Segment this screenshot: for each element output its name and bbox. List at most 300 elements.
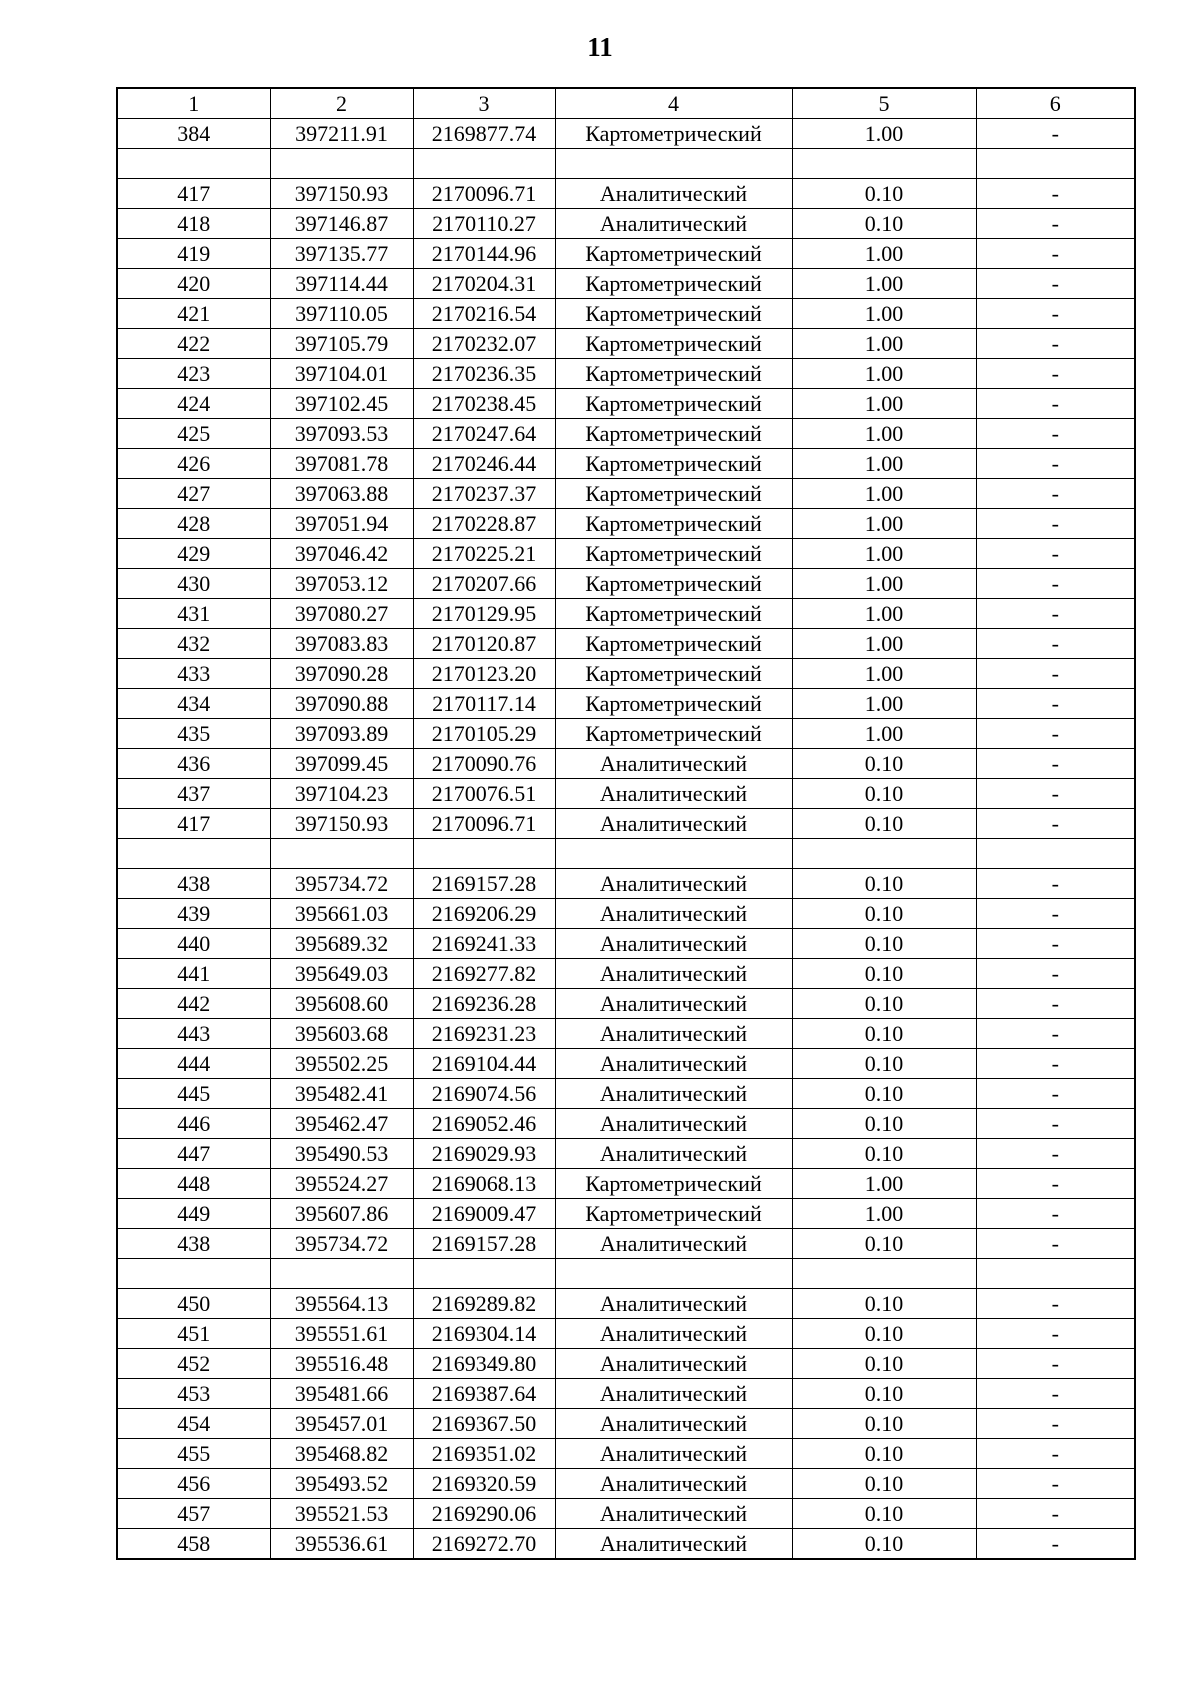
cell-method bbox=[555, 1259, 792, 1289]
cell-method: Картометрический bbox=[555, 689, 792, 719]
cell-coord-x: 395689.32 bbox=[270, 929, 413, 959]
cell-description: - bbox=[976, 1469, 1135, 1499]
cell-coord-x: 397150.93 bbox=[270, 179, 413, 209]
cell-coord-y: 2170117.14 bbox=[413, 689, 555, 719]
cell-description: - bbox=[976, 779, 1135, 809]
cell-description: - bbox=[976, 329, 1135, 359]
cell-method: Картометрический bbox=[555, 419, 792, 449]
cell-method: Аналитический bbox=[555, 1229, 792, 1259]
cell-coord-x: 397053.12 bbox=[270, 569, 413, 599]
cell-point-number: 417 bbox=[117, 179, 270, 209]
cell-description bbox=[976, 839, 1135, 869]
cell-method: Картометрический bbox=[555, 359, 792, 389]
cell-description: - bbox=[976, 1529, 1135, 1560]
cell-description: - bbox=[976, 659, 1135, 689]
cell-description: - bbox=[976, 1499, 1135, 1529]
table-row bbox=[117, 1319, 1135, 1349]
cell-accuracy: 1.00 bbox=[792, 419, 976, 449]
table-row bbox=[117, 539, 1135, 569]
table-row bbox=[117, 209, 1135, 239]
cell-coord-y: 2169290.06 bbox=[413, 1499, 555, 1529]
cell-accuracy: 0.10 bbox=[792, 779, 976, 809]
cell-coord-x: 395649.03 bbox=[270, 959, 413, 989]
cell-point-number: 438 bbox=[117, 1229, 270, 1259]
cell-accuracy: 0.10 bbox=[792, 1019, 976, 1049]
cell-coord-x: 395490.53 bbox=[270, 1139, 413, 1169]
cell-coord-y: 2169387.64 bbox=[413, 1379, 555, 1409]
cell-accuracy: 1.00 bbox=[792, 119, 976, 149]
cell-coord-x: 397211.91 bbox=[270, 119, 413, 149]
cell-accuracy: 0.10 bbox=[792, 1289, 976, 1319]
cell-accuracy: 0.10 bbox=[792, 1439, 976, 1469]
cell-description: - bbox=[976, 539, 1135, 569]
table-row bbox=[117, 1439, 1135, 1469]
cell-coord-x: 397105.79 bbox=[270, 329, 413, 359]
cell-coord-x: 397081.78 bbox=[270, 449, 413, 479]
cell-coord-x: 395462.47 bbox=[270, 1109, 413, 1139]
cell-description: - bbox=[976, 1409, 1135, 1439]
cell-coord-y: 2170207.66 bbox=[413, 569, 555, 599]
cell-point-number: 442 bbox=[117, 989, 270, 1019]
cell-coord-y: 2170129.95 bbox=[413, 599, 555, 629]
cell-description: - bbox=[976, 419, 1135, 449]
cell-coord-x: 397093.53 bbox=[270, 419, 413, 449]
cell-point-number: 428 bbox=[117, 509, 270, 539]
cell-accuracy: 1.00 bbox=[792, 599, 976, 629]
table-body bbox=[117, 88, 1135, 1559]
cell-method: Аналитический bbox=[555, 1079, 792, 1109]
cell-coord-x: 395457.01 bbox=[270, 1409, 413, 1439]
cell-method bbox=[555, 839, 792, 869]
cell-coord-y: 2169157.28 bbox=[413, 869, 555, 899]
cell-point-number: 432 bbox=[117, 629, 270, 659]
cell-coord-y: 2169351.02 bbox=[413, 1439, 555, 1469]
cell-description: - bbox=[976, 239, 1135, 269]
cell-coord-x: 397090.28 bbox=[270, 659, 413, 689]
column-header-4: 4 bbox=[555, 88, 792, 119]
table-row bbox=[117, 329, 1135, 359]
cell-accuracy: 0.10 bbox=[792, 209, 976, 239]
table-row bbox=[117, 449, 1135, 479]
cell-point-number bbox=[117, 1259, 270, 1289]
cell-coord-x: 395481.66 bbox=[270, 1379, 413, 1409]
column-header-3: 3 bbox=[413, 88, 555, 119]
cell-method: Аналитический bbox=[555, 1319, 792, 1349]
table-row bbox=[117, 1019, 1135, 1049]
cell-point-number: 420 bbox=[117, 269, 270, 299]
cell-coord-y: 2169304.14 bbox=[413, 1319, 555, 1349]
table-row bbox=[117, 269, 1135, 299]
cell-method: Аналитический bbox=[555, 1469, 792, 1499]
table-row bbox=[117, 929, 1135, 959]
cell-point-number: 418 bbox=[117, 209, 270, 239]
cell-coord-x: 397063.88 bbox=[270, 479, 413, 509]
cell-description: - bbox=[976, 1349, 1135, 1379]
table-row bbox=[117, 419, 1135, 449]
cell-coord-y: 2169029.93 bbox=[413, 1139, 555, 1169]
cell-description bbox=[976, 1259, 1135, 1289]
cell-coord-y: 2170247.64 bbox=[413, 419, 555, 449]
cell-point-number: 436 bbox=[117, 749, 270, 779]
cell-method: Аналитический bbox=[555, 1349, 792, 1379]
table-row bbox=[117, 599, 1135, 629]
cell-coord-y: 2170236.35 bbox=[413, 359, 555, 389]
cell-coord-y: 2169349.80 bbox=[413, 1349, 555, 1379]
cell-description: - bbox=[976, 689, 1135, 719]
cell-method: Картометрический bbox=[555, 119, 792, 149]
cell-method: Картометрический bbox=[555, 479, 792, 509]
cell-coord-y: 2170096.71 bbox=[413, 179, 555, 209]
cell-method: Аналитический bbox=[555, 809, 792, 839]
cell-method: Аналитический bbox=[555, 1439, 792, 1469]
cell-method: Картометрический bbox=[555, 389, 792, 419]
cell-method: Аналитический bbox=[555, 749, 792, 779]
cell-accuracy: 1.00 bbox=[792, 389, 976, 419]
table-row bbox=[117, 1289, 1135, 1319]
cell-coord-x: 397150.93 bbox=[270, 809, 413, 839]
cell-accuracy: 0.10 bbox=[792, 809, 976, 839]
cell-description: - bbox=[976, 449, 1135, 479]
cell-description: - bbox=[976, 209, 1135, 239]
cell-coord-x: 395734.72 bbox=[270, 1229, 413, 1259]
cell-coord-x: 395608.60 bbox=[270, 989, 413, 1019]
table-row bbox=[117, 719, 1135, 749]
cell-description: - bbox=[976, 869, 1135, 899]
table-row bbox=[117, 749, 1135, 779]
cell-method bbox=[555, 149, 792, 179]
cell-method: Картометрический bbox=[555, 599, 792, 629]
cell-point-number: 444 bbox=[117, 1049, 270, 1079]
cell-accuracy: 0.10 bbox=[792, 1319, 976, 1349]
cell-coord-y: 2169157.28 bbox=[413, 1229, 555, 1259]
cell-point-number: 425 bbox=[117, 419, 270, 449]
cell-coord-y: 2170096.71 bbox=[413, 809, 555, 839]
cell-point-number: 421 bbox=[117, 299, 270, 329]
cell-coord-y: 2170144.96 bbox=[413, 239, 555, 269]
cell-point-number: 447 bbox=[117, 1139, 270, 1169]
cell-method: Картометрический bbox=[555, 329, 792, 359]
cell-accuracy: 0.10 bbox=[792, 1499, 976, 1529]
cell-coord-y: 2170238.45 bbox=[413, 389, 555, 419]
cell-method: Картометрический bbox=[555, 659, 792, 689]
cell-coord-y: 2169367.50 bbox=[413, 1409, 555, 1439]
cell-point-number: 453 bbox=[117, 1379, 270, 1409]
cell-accuracy: 0.10 bbox=[792, 1229, 976, 1259]
cell-point-number: 445 bbox=[117, 1079, 270, 1109]
coordinates-table bbox=[116, 87, 1136, 1560]
cell-coord-y: 2170204.31 bbox=[413, 269, 555, 299]
cell-point-number: 431 bbox=[117, 599, 270, 629]
cell-accuracy bbox=[792, 1259, 976, 1289]
table-row bbox=[117, 1169, 1135, 1199]
cell-method: Аналитический bbox=[555, 1049, 792, 1079]
cell-accuracy: 0.10 bbox=[792, 1379, 976, 1409]
cell-coord-x: 397093.89 bbox=[270, 719, 413, 749]
table-row bbox=[117, 1079, 1135, 1109]
cell-accuracy: 0.10 bbox=[792, 989, 976, 1019]
cell-description: - bbox=[976, 1319, 1135, 1349]
cell-point-number: 384 bbox=[117, 119, 270, 149]
cell-coord-y: 2169277.82 bbox=[413, 959, 555, 989]
table-row bbox=[117, 1349, 1135, 1379]
cell-method: Картометрический bbox=[555, 299, 792, 329]
cell-method: Аналитический bbox=[555, 1409, 792, 1439]
cell-coord-x: 397080.27 bbox=[270, 599, 413, 629]
cell-coord-y: 2169009.47 bbox=[413, 1199, 555, 1229]
cell-accuracy: 0.10 bbox=[792, 869, 976, 899]
table-row bbox=[117, 1199, 1135, 1229]
cell-description: - bbox=[976, 599, 1135, 629]
cell-coord-y: 2170232.07 bbox=[413, 329, 555, 359]
cell-accuracy: 1.00 bbox=[792, 569, 976, 599]
page-number: 11 bbox=[587, 32, 613, 62]
cell-point-number: 446 bbox=[117, 1109, 270, 1139]
cell-description: - bbox=[976, 749, 1135, 779]
cell-method: Аналитический bbox=[555, 1379, 792, 1409]
cell-point-number: 434 bbox=[117, 689, 270, 719]
cell-method: Аналитический bbox=[555, 899, 792, 929]
cell-coord-x: 397104.01 bbox=[270, 359, 413, 389]
table-row bbox=[117, 629, 1135, 659]
cell-coord-x: 397146.87 bbox=[270, 209, 413, 239]
table-row bbox=[117, 359, 1135, 389]
cell-coord-x: 397102.45 bbox=[270, 389, 413, 419]
cell-method: Картометрический bbox=[555, 449, 792, 479]
cell-coord-y: 2170110.27 bbox=[413, 209, 555, 239]
cell-method: Картометрический bbox=[555, 539, 792, 569]
cell-coord-x: 397046.42 bbox=[270, 539, 413, 569]
cell-method: Картометрический bbox=[555, 629, 792, 659]
cell-accuracy: 1.00 bbox=[792, 449, 976, 479]
cell-description: - bbox=[976, 899, 1135, 929]
cell-accuracy: 0.10 bbox=[792, 1079, 976, 1109]
cell-method: Аналитический bbox=[555, 989, 792, 1019]
cell-point-number: 443 bbox=[117, 1019, 270, 1049]
cell-point-number: 451 bbox=[117, 1319, 270, 1349]
cell-point-number: 429 bbox=[117, 539, 270, 569]
cell-method: Картометрический bbox=[555, 719, 792, 749]
cell-point-number: 433 bbox=[117, 659, 270, 689]
table-header-row bbox=[117, 88, 1135, 119]
cell-point-number: 455 bbox=[117, 1439, 270, 1469]
cell-method: Картометрический bbox=[555, 1169, 792, 1199]
cell-method: Картометрический bbox=[555, 569, 792, 599]
cell-point-number: 419 bbox=[117, 239, 270, 269]
table-row bbox=[117, 1049, 1135, 1079]
cell-description: - bbox=[976, 1289, 1135, 1319]
cell-coord-x bbox=[270, 839, 413, 869]
table-row bbox=[117, 1409, 1135, 1439]
cell-method: Аналитический bbox=[555, 1019, 792, 1049]
cell-method: Аналитический bbox=[555, 779, 792, 809]
cell-coord-y: 2170076.51 bbox=[413, 779, 555, 809]
cell-coord-y: 2170090.76 bbox=[413, 749, 555, 779]
cell-accuracy: 1.00 bbox=[792, 659, 976, 689]
cell-coord-x: 395603.68 bbox=[270, 1019, 413, 1049]
cell-accuracy: 1.00 bbox=[792, 1169, 976, 1199]
cell-coord-y bbox=[413, 149, 555, 179]
cell-coord-y: 2169289.82 bbox=[413, 1289, 555, 1319]
cell-coord-x: 397099.45 bbox=[270, 749, 413, 779]
column-header-2: 2 bbox=[270, 88, 413, 119]
cell-accuracy: 1.00 bbox=[792, 509, 976, 539]
cell-method: Картометрический bbox=[555, 239, 792, 269]
table-row bbox=[117, 119, 1135, 149]
cell-accuracy: 1.00 bbox=[792, 689, 976, 719]
cell-point-number: 454 bbox=[117, 1409, 270, 1439]
cell-coord-y: 2170237.37 bbox=[413, 479, 555, 509]
cell-coord-y: 2170120.87 bbox=[413, 629, 555, 659]
cell-accuracy: 0.10 bbox=[792, 959, 976, 989]
cell-point-number: 439 bbox=[117, 899, 270, 929]
cell-coord-x: 395482.41 bbox=[270, 1079, 413, 1109]
cell-description bbox=[976, 149, 1135, 179]
table-row bbox=[117, 1139, 1135, 1169]
cell-accuracy: 1.00 bbox=[792, 299, 976, 329]
cell-coord-y bbox=[413, 1259, 555, 1289]
cell-method: Аналитический bbox=[555, 1139, 792, 1169]
cell-accuracy: 0.10 bbox=[792, 1469, 976, 1499]
cell-coord-x: 395536.61 bbox=[270, 1529, 413, 1560]
cell-accuracy: 1.00 bbox=[792, 479, 976, 509]
table-row bbox=[117, 1529, 1135, 1560]
cell-coord-x: 395493.52 bbox=[270, 1469, 413, 1499]
cell-coord-y: 2169068.13 bbox=[413, 1169, 555, 1199]
cell-point-number: 450 bbox=[117, 1289, 270, 1319]
cell-description: - bbox=[976, 569, 1135, 599]
cell-coord-y: 2170105.29 bbox=[413, 719, 555, 749]
cell-description: - bbox=[976, 929, 1135, 959]
cell-coord-y: 2169241.33 bbox=[413, 929, 555, 959]
cell-coord-x: 395661.03 bbox=[270, 899, 413, 929]
cell-coord-y: 2170123.20 bbox=[413, 659, 555, 689]
cell-coord-x: 395551.61 bbox=[270, 1319, 413, 1349]
cell-accuracy: 1.00 bbox=[792, 359, 976, 389]
cell-accuracy: 0.10 bbox=[792, 899, 976, 929]
cell-point-number: 435 bbox=[117, 719, 270, 749]
cell-accuracy: 0.10 bbox=[792, 1349, 976, 1379]
cell-accuracy: 1.00 bbox=[792, 539, 976, 569]
column-header-5: 5 bbox=[792, 88, 976, 119]
cell-coord-x: 395734.72 bbox=[270, 869, 413, 899]
table-row bbox=[117, 869, 1135, 899]
cell-point-number bbox=[117, 149, 270, 179]
cell-method: Аналитический bbox=[555, 1499, 792, 1529]
cell-coord-x: 395468.82 bbox=[270, 1439, 413, 1469]
cell-coord-y: 2169231.23 bbox=[413, 1019, 555, 1049]
cell-coord-y: 2170246.44 bbox=[413, 449, 555, 479]
cell-point-number: 430 bbox=[117, 569, 270, 599]
cell-description: - bbox=[976, 1139, 1135, 1169]
table-row bbox=[117, 569, 1135, 599]
cell-coord-y: 2170216.54 bbox=[413, 299, 555, 329]
table-row bbox=[117, 1229, 1135, 1259]
cell-accuracy bbox=[792, 839, 976, 869]
cell-description: - bbox=[976, 809, 1135, 839]
table-row bbox=[117, 899, 1135, 929]
cell-method: Аналитический bbox=[555, 179, 792, 209]
cell-coord-y: 2169104.44 bbox=[413, 1049, 555, 1079]
cell-accuracy: 0.10 bbox=[792, 1409, 976, 1439]
cell-coord-x bbox=[270, 1259, 413, 1289]
cell-coord-x: 397114.44 bbox=[270, 269, 413, 299]
cell-accuracy: 0.10 bbox=[792, 929, 976, 959]
table-row bbox=[117, 239, 1135, 269]
cell-method: Аналитический bbox=[555, 869, 792, 899]
cell-description: - bbox=[976, 629, 1135, 659]
cell-accuracy bbox=[792, 149, 976, 179]
cell-point-number: 449 bbox=[117, 1199, 270, 1229]
cell-coord-x bbox=[270, 149, 413, 179]
cell-description: - bbox=[976, 989, 1135, 1019]
cell-description: - bbox=[976, 1199, 1135, 1229]
cell-point-number: 457 bbox=[117, 1499, 270, 1529]
cell-accuracy: 0.10 bbox=[792, 1139, 976, 1169]
table-row bbox=[117, 1109, 1135, 1139]
table-row bbox=[117, 989, 1135, 1019]
cell-accuracy: 0.10 bbox=[792, 1109, 976, 1139]
table-row bbox=[117, 299, 1135, 329]
cell-description: - bbox=[976, 1079, 1135, 1109]
table-row bbox=[117, 779, 1135, 809]
cell-accuracy: 1.00 bbox=[792, 239, 976, 269]
cell-point-number: 438 bbox=[117, 869, 270, 899]
cell-point-number: 452 bbox=[117, 1349, 270, 1379]
cell-description: - bbox=[976, 959, 1135, 989]
cell-point-number: 422 bbox=[117, 329, 270, 359]
cell-point-number bbox=[117, 839, 270, 869]
cell-accuracy: 1.00 bbox=[792, 629, 976, 659]
cell-point-number: 440 bbox=[117, 929, 270, 959]
cell-coord-y: 2170228.87 bbox=[413, 509, 555, 539]
cell-method: Картометрический bbox=[555, 509, 792, 539]
cell-coord-y: 2169052.46 bbox=[413, 1109, 555, 1139]
cell-method: Аналитический bbox=[555, 959, 792, 989]
cell-method: Аналитический bbox=[555, 1109, 792, 1139]
cell-point-number: 441 bbox=[117, 959, 270, 989]
cell-accuracy: 1.00 bbox=[792, 1199, 976, 1229]
cell-description: - bbox=[976, 719, 1135, 749]
cell-point-number: 458 bbox=[117, 1529, 270, 1560]
cell-coord-x: 395564.13 bbox=[270, 1289, 413, 1319]
table-row bbox=[117, 959, 1135, 989]
cell-description: - bbox=[976, 1169, 1135, 1199]
cell-coord-x: 395502.25 bbox=[270, 1049, 413, 1079]
cell-coord-y: 2169236.28 bbox=[413, 989, 555, 1019]
cell-coord-y: 2169320.59 bbox=[413, 1469, 555, 1499]
cell-accuracy: 1.00 bbox=[792, 329, 976, 359]
cell-accuracy: 0.10 bbox=[792, 1529, 976, 1560]
table-separator-row bbox=[117, 149, 1135, 179]
cell-point-number: 417 bbox=[117, 809, 270, 839]
cell-method: Аналитический bbox=[555, 929, 792, 959]
cell-description: - bbox=[976, 1379, 1135, 1409]
cell-method: Аналитический bbox=[555, 209, 792, 239]
cell-description: - bbox=[976, 1019, 1135, 1049]
cell-point-number: 437 bbox=[117, 779, 270, 809]
table-row bbox=[117, 1499, 1135, 1529]
cell-coord-x: 395516.48 bbox=[270, 1349, 413, 1379]
cell-coord-x: 397083.83 bbox=[270, 629, 413, 659]
cell-accuracy: 1.00 bbox=[792, 269, 976, 299]
cell-description: - bbox=[976, 509, 1135, 539]
cell-point-number: 426 bbox=[117, 449, 270, 479]
cell-coord-x: 395524.27 bbox=[270, 1169, 413, 1199]
cell-method: Картометрический bbox=[555, 1199, 792, 1229]
cell-point-number: 424 bbox=[117, 389, 270, 419]
cell-coord-y: 2170225.21 bbox=[413, 539, 555, 569]
cell-method: Картометрический bbox=[555, 269, 792, 299]
